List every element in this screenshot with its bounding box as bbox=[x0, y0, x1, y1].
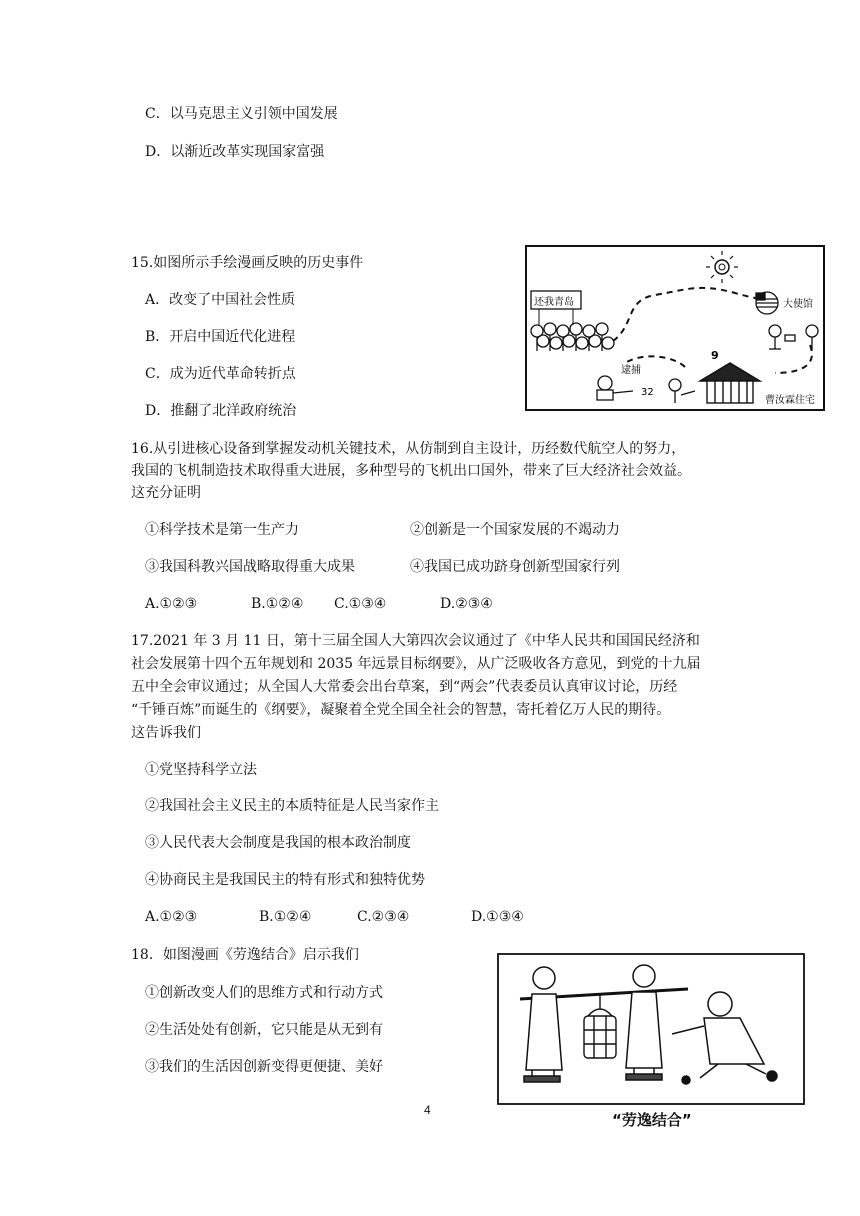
q17-answer-b: B.①②④ bbox=[259, 909, 312, 925]
q17-stem-line-2: 社会发展第十四个五年规划和 2035 年远景目标纲要》，从广泛吸收各方意见，到党的十九届 bbox=[131, 656, 701, 672]
q17-answer-a: A.①②③ bbox=[145, 909, 198, 925]
q15-option-d: D．推翻了北洋政府统治 bbox=[145, 403, 297, 419]
q14-option-c: C．以马克思主义引领中国发展 bbox=[145, 106, 338, 122]
cartoon-caption: “劳逸结合” bbox=[612, 1111, 692, 1129]
page-number: 4 bbox=[424, 1103, 431, 1117]
cartoon-embassy-label: 大使馆 bbox=[783, 299, 813, 310]
q18-item-1: ①创新改变人们的思维方式和行动方式 bbox=[145, 985, 383, 1001]
q17-item-2: ②我国社会主义民主的本质特征是人民当家作主 bbox=[145, 798, 439, 814]
q18-item-2: ②生活处处有创新，它只能是从无到有 bbox=[145, 1022, 383, 1038]
q16-item-2: ②创新是一个国家发展的不竭动力 bbox=[410, 522, 620, 538]
may-fourth-cartoon bbox=[525, 245, 825, 411]
q15-option-a: A．改变了中国社会性质 bbox=[145, 292, 296, 308]
cartoon-sign-text: 还我青岛 bbox=[534, 297, 574, 308]
q16-answer-c: C.①③④ bbox=[334, 596, 387, 612]
cartoon-residence-label: 曹汝霖住宅 bbox=[765, 395, 815, 406]
q16-item-4: ④我国已成功跻身创新型国家行列 bbox=[410, 559, 620, 575]
q15-stem: 15.如图所示手绘漫画反映的历史事件 bbox=[131, 255, 364, 271]
q14-option-d: D．以渐近改革实现国家富强 bbox=[145, 144, 325, 160]
q15-option-c: C．成为近代革命转折点 bbox=[145, 366, 296, 382]
q17-item-3: ③人民代表大会制度是我国的根本政治制度 bbox=[145, 835, 411, 851]
q17-answer-d: D.①③④ bbox=[471, 909, 524, 925]
q16-answer-a: A.①②③ bbox=[145, 596, 198, 612]
q16-stem-line-2: 我国的飞机制造技术取得重大进展，多种型号的飞机出口国外，带来了巨大经济社会效益。 bbox=[131, 463, 691, 479]
q16-stem-line-3: 这充分证明 bbox=[131, 485, 201, 501]
q16-item-1: ①科学技术是第一生产力 bbox=[145, 522, 299, 538]
q16-item-3: ③我国科教兴国战略取得重大成果 bbox=[145, 559, 355, 575]
q17-item-1: ①党坚持科学立法 bbox=[145, 762, 257, 778]
q18-stem: 18．如图漫画《劳逸结合》启示我们 bbox=[131, 947, 359, 963]
q17-item-4: ④协商民主是我国民主的特有形式和独特优势 bbox=[145, 872, 425, 888]
cartoon-arrest-label: 逮捕 bbox=[621, 365, 641, 376]
q17-stem-line-1: 17.2021 年 3 月 11 日，第十三届全国人大第四次会议通过了《中华人民共和国国民经济和 bbox=[131, 633, 700, 649]
q17-answer-c: C.②③④ bbox=[357, 909, 410, 925]
q17-stem-line-5: 这告诉我们 bbox=[131, 725, 201, 741]
q17-stem-line-4: “千锤百炼”而诞生的《纲要》，凝聚着全党全国全社会的智慧，寄托着亿万人民的期待。 bbox=[131, 702, 671, 718]
svg-text:9: 9 bbox=[711, 349, 719, 362]
q16-answer-d: D.②③④ bbox=[440, 596, 493, 612]
q17-stem-line-3: 五中全会审议通过；从全国人大常委会出台草案，到“两会”代表委员认真审议讨论，历经 bbox=[131, 679, 678, 695]
q15-option-b: B．开启中国近代化进程 bbox=[145, 329, 296, 345]
work-rest-cartoon bbox=[496, 952, 808, 1132]
cartoon-count: 32 bbox=[641, 387, 654, 398]
q16-stem-line-1: 16.从引进核心设备到掌握发动机关键技术，从仿制到自主设计，历经数代航空人的努力， bbox=[131, 441, 686, 457]
q18-item-3: ③我们的生活因创新变得更便捷、美好 bbox=[145, 1059, 383, 1075]
q16-answer-b: B.①②④ bbox=[251, 596, 304, 612]
